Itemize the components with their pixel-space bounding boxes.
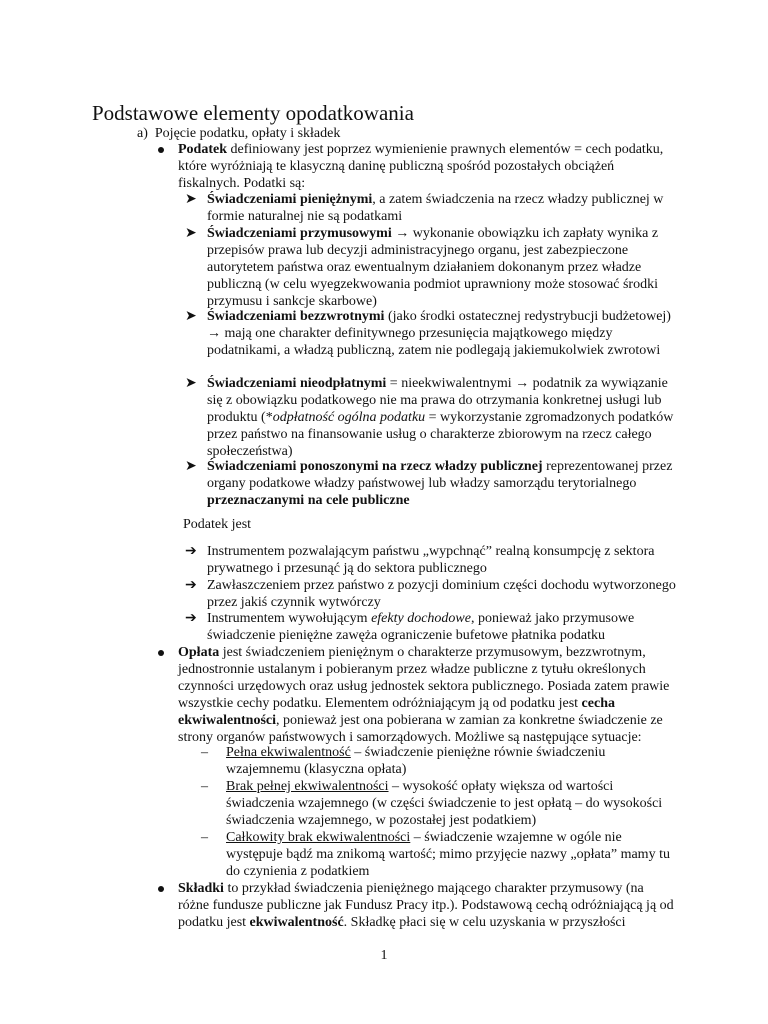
podatek-item-term: Świadczeniami pieniężnymi <box>207 192 373 207</box>
podatek-jest-item-1 <box>207 543 677 577</box>
podatek-item-text: = wykorzystanie zgromadzonych podatków przez państwo na finansowanie usług o charakterze zbiorowym na rzecz całego społeczeństwa) <box>207 410 674 459</box>
skladki-text: to przykład świadczenia pieniężnego mającego charakter przymusowy (na różne fundusze publiczne jak Fundusz Pracy itp.). Podstawową cechą odróżniającą ją od podatku jest <box>178 881 674 930</box>
podatek-item-term: Świadczeniami bezzwrotnymi <box>207 309 385 324</box>
podatek-jest-item-text: Instrumentem wywołującym <box>207 611 372 626</box>
podatek-jest-italic: efekty dochodowe <box>371 611 471 626</box>
right-arrow-icon: ➔ <box>185 544 197 559</box>
arrowhead-icon: ➤ <box>185 192 197 207</box>
skladki-paragraph <box>178 880 678 931</box>
bullet-icon <box>158 886 164 892</box>
podatek-item-term: Świadczeniami przymusowymi <box>207 226 392 241</box>
podatek-item-term: przeznaczanymi na cele publiczne <box>207 493 410 508</box>
podatek-paragraph <box>178 141 678 192</box>
podatek-item-4 <box>207 375 677 460</box>
dash-marker: – <box>201 830 208 845</box>
dash-marker: – <box>201 779 208 794</box>
oplata-term: Opłata <box>178 645 220 660</box>
oplata-item-underlined: Brak pełnej ekwiwalentności <box>226 779 389 794</box>
oplata-item-underlined: Pełna ekwiwalentność <box>226 745 351 760</box>
page-number: 1 <box>380 948 388 963</box>
oplata-item-3 <box>226 829 678 880</box>
podatek-item-text: (jako środki ostatecznej redystrybucji budżetowej) → mają one charakter definitywnego przesunięcia majątkowego między podatnikami, a władzą publiczną, zatem nie podlegają jakiemukolwiek zwrotowi <box>207 309 671 358</box>
oplata-text: , ponieważ jest ona pobierana w zamian za konkretne świadczenie ze strony organów państwowych i samorządowych. Możliwe są następujące sytuacje: <box>178 713 663 745</box>
podatek-item-5 <box>207 458 677 509</box>
oplata-item-underlined: Całkowity brak ekwiwalentności <box>226 830 411 845</box>
podatek-item-text: , a zatem świadczenia na rzecz władzy publicznej w formie naturalnej nie są podatkami <box>207 192 664 224</box>
podatek-jest-item-text: , ponieważ jako przymusowe świadczenie pieniężne zawęża ograniczenie bufetowe płatnika podatku <box>207 611 635 643</box>
skladki-text: . Składkę płaci się w celu uzyskania w przyszłości <box>343 915 626 930</box>
podatek-item-text: reprezentowanej przez organy podatkowe władzy państwowej lub władzy samorządu terytorialnego <box>207 459 673 491</box>
podatek-text: definiowany jest poprzez wymienienie prawnych elementów = cech podatku, które wyróżniają te klasyczną daninę publiczną spośród pozostałych obciążeń fiskalnych. Podatki są: <box>178 142 664 191</box>
skladki-term: Składki <box>178 881 224 896</box>
podatek-item-term: Świadczeniami nieodpłatnymi <box>207 376 387 391</box>
podatek-item-text: → wykonanie obowiązku ich zapłaty wynika z przepisów prawa lub decyzji administracyjnego organu, jest zabezpieczone autorytetem państwa oraz ewentualnym działaniem dokonanym przez władze publiczną (w celu wyegzekwowania podmiot uprawniony może stosować środki przymusu i sankcje skarbowe) <box>207 226 659 309</box>
right-arrow-icon: ➔ <box>185 578 197 593</box>
dash-marker: – <box>201 745 208 760</box>
podatek-item-italic: odpłatność ogólna podatku <box>272 410 426 425</box>
oplata-text: jest świadczeniem pieniężnym o charakterze przymusowym, bezzwrotnym, jednostronnie ustalanym i pobieranym przez władze publiczne z tytułu określonych czynności urzędowych oraz usług jednostek sektora publicznego. Posiada zatem prawie wszystkie cechy podatku. Elementem odróżniającym ją od podatku jest <box>178 645 670 711</box>
oplata-item-text: – świadczenie wzajemne w ogóle nie występuje bądź ma znikomą wartość; mimo przyjęcie nazwy „opłata” mamy tu do czynienia z podatkiem <box>226 830 670 879</box>
podatek-term: Podatek <box>178 142 227 157</box>
oplata-item-1 <box>226 744 678 778</box>
section-a-heading <box>137 125 340 142</box>
arrowhead-icon: ➤ <box>185 226 197 241</box>
bullet-icon <box>158 147 164 153</box>
podatek-item-1 <box>207 191 677 225</box>
section-a-marker: a) <box>137 126 148 141</box>
oplata-term: cecha ekwiwalentności <box>178 696 615 728</box>
arrowhead-icon: ➤ <box>185 459 197 474</box>
section-a-text: Pojęcie podatku, opłaty i składek <box>154 126 341 141</box>
podatek-jest-item-3 <box>207 610 677 644</box>
oplata-item-2 <box>226 778 678 829</box>
arrowhead-icon: ➤ <box>185 309 197 324</box>
arrowhead-icon: ➤ <box>185 376 197 391</box>
podatek-jest-label: Podatek jest <box>183 517 252 532</box>
podatek-jest-item-text: Zawłaszczeniem przez państwo z pozycji dominium części dochodu wytworzonego przez jakiś czynnik wytwórczy <box>207 578 676 610</box>
oplata-paragraph <box>178 644 678 746</box>
right-arrow-icon: ➔ <box>185 611 197 626</box>
skladki-term: ekwiwalentność <box>249 915 344 930</box>
podatek-item-text: = nieekwiwalentnymi → podatnik za wywiązanie się z obowiązku podatkowego nie ma prawa do otrzymania konkretnej usługi lub produktu (* <box>207 376 668 425</box>
podatek-item-term: Świadczeniami ponoszonymi na rzecz władzy publicznej <box>207 459 543 474</box>
page-title: Podstawowe elementy opodatkowania <box>92 101 414 125</box>
podatek-jest-item-2 <box>207 577 677 611</box>
oplata-item-text: – wysokość opłaty większa od wartości świadczenia wzajemnego (w części świadczenie to jest opłatą – do wysokości świadczenia wzajemnego, w pozostałej jest podatkiem) <box>226 779 663 828</box>
podatek-jest-item-text: Instrumentem pozwalającym państwu „wypchnąć” realną konsumpcję z sektora prywatnego i przesunąć ją do sektora publicznego <box>207 544 655 576</box>
bullet-icon <box>158 650 164 656</box>
oplata-item-text: – świadczenie pieniężne równie świadczeniu wzajemnemu (klasyczna opłata) <box>226 745 606 777</box>
podatek-item-3 <box>207 308 677 359</box>
podatek-item-2 <box>207 225 677 310</box>
